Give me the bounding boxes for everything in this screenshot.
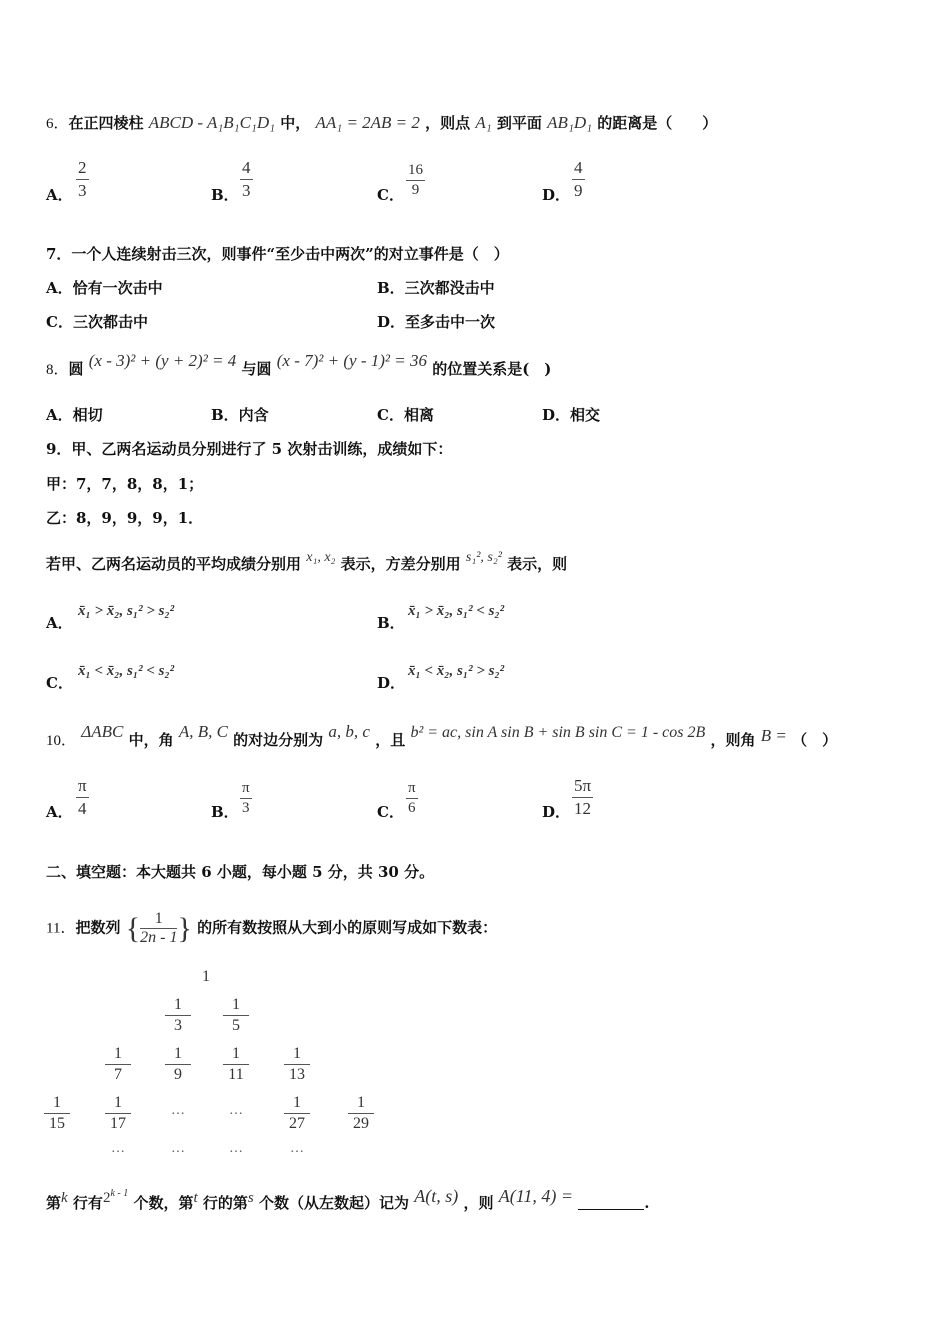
q11-question	[46, 1186, 650, 1215]
q6-option-b-label: B．	[211, 186, 239, 204]
q8-option-c: C．相离	[377, 406, 434, 424]
q9-yi-scores: 乙：8，9，9，9，1．	[46, 509, 204, 527]
tri-row4-item3: 1 27	[284, 1094, 310, 1133]
q6-math-plane: AB₁D₁	[547, 113, 593, 132]
q11-math-s: s	[247, 1190, 254, 1206]
q8-number: 8．	[46, 362, 69, 378]
q8-text-1: 圆	[68, 360, 84, 378]
q10-text-5: （ ）	[792, 731, 838, 749]
q6-stem	[46, 112, 717, 135]
q9-stem: 9．甲、乙两名运动员分别进行了 5 次射击训练，成绩如下：	[46, 440, 453, 458]
q11-number: 11．	[46, 920, 76, 937]
q8-text-3: 的位置关系是( )	[432, 360, 552, 378]
q11-text-9: .	[644, 1194, 650, 1212]
tri-row5-ellipsis-1: …	[111, 1141, 125, 1156]
tri-row3-item2: 1 9	[165, 1045, 191, 1084]
q7-option-d: D．至多击中一次	[377, 313, 496, 331]
q7-option-a: A．恰有一次击中	[46, 279, 163, 297]
q10-text-3: ，且	[375, 731, 406, 749]
q9-option-c-expr: x̄₁ < x̄₂, s₁² < s₂²	[78, 663, 175, 679]
tri-row3-item4: 1 13	[284, 1045, 310, 1084]
q6-option-c-label: C．	[377, 186, 404, 204]
q6-text-5: 的距离是（ ）	[597, 114, 718, 132]
q11-text-6: 行的第	[202, 1194, 248, 1212]
q11-answer-blank[interactable]	[578, 1193, 644, 1210]
q6-text-3: ，则点	[425, 114, 471, 132]
q10-math-sides: a, b, c	[328, 722, 370, 741]
q10-math-answer-var: B =	[760, 726, 787, 745]
q11-math-t: t	[193, 1190, 198, 1206]
q10-option-b-fraction: π 3	[242, 780, 250, 816]
q6-text-1: 在正四棱柱	[68, 114, 144, 132]
q6-option-a-fraction: 2 3	[78, 158, 87, 200]
q9-text-3: 表示，则	[507, 555, 568, 573]
q11-text-3: 第	[46, 1194, 62, 1212]
tri-row5-ellipsis-4: …	[290, 1141, 304, 1156]
tri-row3-item3: 1 11	[223, 1045, 249, 1084]
q7-option-c: C．三次都击中	[46, 313, 148, 331]
q10-option-c-fraction: π 6	[408, 780, 416, 816]
q10-number: 10．	[46, 733, 77, 749]
q8-text-2: 与圆	[241, 360, 272, 378]
q10-math-angles: A, B, C	[178, 722, 228, 741]
tri-row2-item1: 1 3	[165, 996, 191, 1035]
q9-question	[46, 550, 568, 577]
tri-row2-item2: 1 5	[223, 996, 249, 1035]
tri-row5-ellipsis-2: …	[171, 1141, 185, 1156]
q9-text-2: 表示，方差分别用	[340, 555, 461, 573]
q10-option-c-label: C．	[377, 803, 404, 821]
tri-row4-ellipsis-2: …	[229, 1103, 243, 1118]
q9-option-b-expr: x̄₁ > x̄₂, s₁² < s₂²	[408, 603, 505, 619]
tri-row4-item1: 1 15	[44, 1094, 70, 1133]
q10-option-a-fraction: π 4	[78, 776, 87, 818]
q11-text-5: 个数，第	[133, 1194, 194, 1212]
q10-stem	[46, 722, 838, 752]
q9-option-d-expr: x̄₁ < x̄₂, s₁² > s₂²	[408, 663, 505, 679]
q10-text-4: ，则角	[710, 731, 756, 749]
q8-option-b: B．内含	[211, 406, 269, 424]
q8-option-d: D．相交	[542, 406, 601, 424]
tri-row3-item1: 1 7	[105, 1045, 131, 1084]
q10-option-a-label: A．	[46, 803, 73, 821]
q9-option-a-expr: x̄₁ > x̄₂, s₁² > s₂²	[78, 603, 175, 619]
q10-text-2: 的对边分别为	[233, 731, 324, 749]
q11-math-k: k	[61, 1190, 68, 1206]
q8-option-a: A．相切	[46, 406, 103, 424]
q9-text-1: 若甲、乙两名运动员的平均成绩分别用	[46, 555, 302, 573]
q9-option-a-label: A．	[46, 614, 73, 632]
q10-option-b-label: B．	[211, 803, 239, 821]
q11-math-power: 2$^{k - 1}$	[102, 1188, 129, 1206]
q11-stem: 11．把数列 { $\frac{1}{2n - 1}$ } 的所有数按照从大到小的原则写成如下数表：	[46, 910, 498, 946]
q11-text-7: 个数（从左数起）记为	[258, 1194, 409, 1212]
q6-option-c-fraction: 16 9	[408, 162, 423, 198]
q6-text-2: 中，	[280, 114, 311, 132]
q6-math-prism: ABCD - A₁B₁C₁D₁	[148, 113, 276, 132]
q8-math-circle-1: (x - 3)² + (y + 2)² = 4	[88, 351, 237, 370]
q10-text-1: 中，角	[128, 731, 174, 749]
q6-math-condition: AA₁ = 2AB = 2	[315, 113, 420, 132]
q10-math-condition: b² = ac, sin A sin B + sin B sin C = 1 - cos 2B	[410, 724, 706, 741]
q11-math-A-11-4: A(11, 4) =	[498, 1186, 573, 1206]
q7-option-b: B．三次都没击中	[377, 279, 495, 297]
q6-text-4: 到平面	[496, 114, 542, 132]
q9-option-c-label: C．	[46, 674, 73, 692]
q10-math-triangle: ΔABC	[81, 722, 124, 741]
tri-row4-item2: 1 17	[105, 1094, 131, 1133]
q9-math-means: x₁, x₂	[306, 550, 336, 565]
tri-row4-item4: 1 29	[348, 1094, 374, 1133]
tri-row4-ellipsis-1: …	[171, 1103, 185, 1118]
q11-sequence-term: $\frac{1}{2n - 1}$	[140, 910, 178, 946]
tri-row5-ellipsis-3: …	[229, 1141, 243, 1156]
q6-option-d-label: D．	[542, 186, 571, 204]
q11-text-8: ，则	[463, 1194, 494, 1212]
q11-text-1: 把数列	[75, 918, 121, 937]
q8-math-circle-2: (x - 7)² + (y - 1)² = 36	[276, 351, 427, 370]
q10-option-d-label: D．	[542, 803, 571, 821]
tri-row1: 1	[202, 968, 210, 985]
q11-text-4: 行有	[72, 1194, 103, 1212]
section-2-heading: 二、填空题：本大题共 6 小题，每小题 5 分，共 30 分。	[46, 863, 435, 881]
q11-text-2: 的所有数按照从大到小的原则写成如下数表：	[197, 918, 498, 937]
q11-math-A-ts: A(t, s)	[414, 1186, 459, 1206]
q8-stem	[46, 351, 552, 381]
q9-math-variances: s₁², s₂²	[465, 550, 502, 565]
q6-option-a-label: A．	[46, 186, 73, 204]
q9-option-b-label: B．	[377, 614, 405, 632]
q6-math-point: A₁	[475, 113, 492, 132]
q6-option-d-fraction: 4 9	[574, 158, 583, 200]
q7-stem: 7．一个人连续射击三次，则事件“至少击中两次”的对立事件是（ ）	[46, 245, 509, 263]
q10-option-d-fraction: 5π 12	[574, 776, 592, 818]
q9-jia-scores: 甲：7，7，8，8，1；	[46, 475, 204, 493]
q6-option-b-fraction: 4 3	[242, 158, 251, 200]
q9-option-d-label: D．	[377, 674, 406, 692]
q6-number: 6．	[46, 116, 69, 132]
